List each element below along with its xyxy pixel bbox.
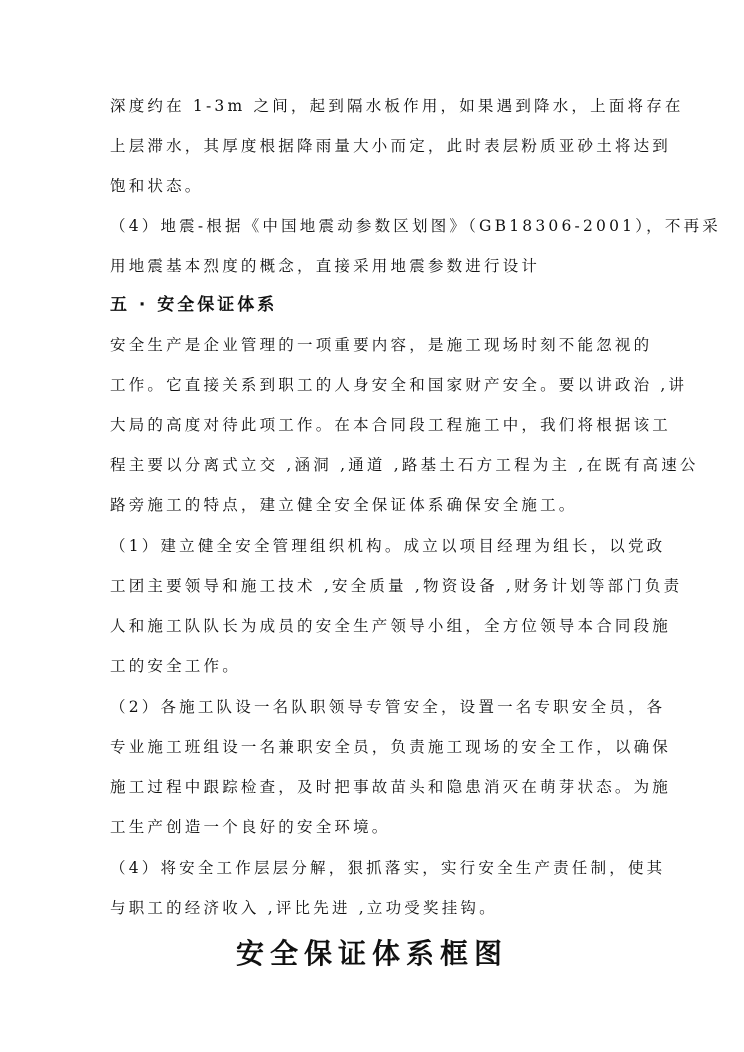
paragraph-line: 程主要以分离式立交 ,涵洞 ,通道 ,路基土石方工程为主 ,在既有高速公 (110, 456, 699, 474)
section-heading: 五 · 安全保证体系 (110, 295, 278, 315)
paragraph-line: 上层滞水，其厚度根据降雨量大小而定，此时表层粉质亚砂土将达到 (110, 137, 672, 155)
paragraph-line: 专业施工班组设一名兼职安全员，负责施工现场的安全工作，以确保 (110, 738, 672, 756)
paragraph-line: （1）建立健全安全管理组织机构。成立以项目经理为组长，以党政 (110, 537, 666, 555)
paragraph-line: 与职工的经济收入 ,评比先进 ,立功受奖挂钩。 (110, 899, 498, 917)
paragraph-line: （2）各施工队设一名队职领导专管安全，设置一名专职安全员，各 (110, 698, 666, 716)
paragraph-line: 路旁施工的特点，建立健全安全保证体系确保安全施工。 (110, 496, 578, 514)
paragraph-line: 工生产创造一个良好的安全环境。 (110, 818, 391, 836)
paragraph-line: 安全生产是企业管理的一项重要内容，是施工现场时刻不能忽视的 (110, 336, 653, 354)
paragraph-line: 深度约在 1-3m 之间，起到隔水板作用，如果遇到降水，上面将存在 (110, 97, 684, 115)
paragraph-line: 饱和状态。 (110, 177, 204, 195)
paragraph-line: 工团主要领导和施工技术 ,安全质量 ,物资设备 ,财务计划等部门负责 (110, 577, 683, 595)
paragraph-line: 工的安全工作。 (110, 657, 241, 675)
figure-title: 安全保证体系框图 (235, 937, 508, 970)
paragraph-line: （4）将安全工作层层分解，狠抓落实，实行安全生产责任制，使其 (110, 859, 666, 877)
paragraph-line: 工作。它直接关系到职工的人身安全和国家财产安全。要以讲政治 ,讲 (110, 376, 688, 394)
paragraph-line: 施工过程中跟踪检查，及时把事故苗头和隐患消灭在萌芽状态。为施 (110, 778, 672, 796)
paragraph-line: （4）地震-根据《中国地震动参数区划图》（GB18306-2001），不再采 (110, 217, 721, 235)
paragraph-line: 大局的高度对待此项工作。在本合同段工程施工中，我们将根据该工 (110, 416, 672, 434)
paragraph-line: 人和施工队队长为成员的安全生产领导小组，全方位领导本合同段施 (110, 617, 672, 635)
paragraph-line: 用地震基本烈度的概念，直接采用地震参数进行设计 (110, 257, 541, 275)
